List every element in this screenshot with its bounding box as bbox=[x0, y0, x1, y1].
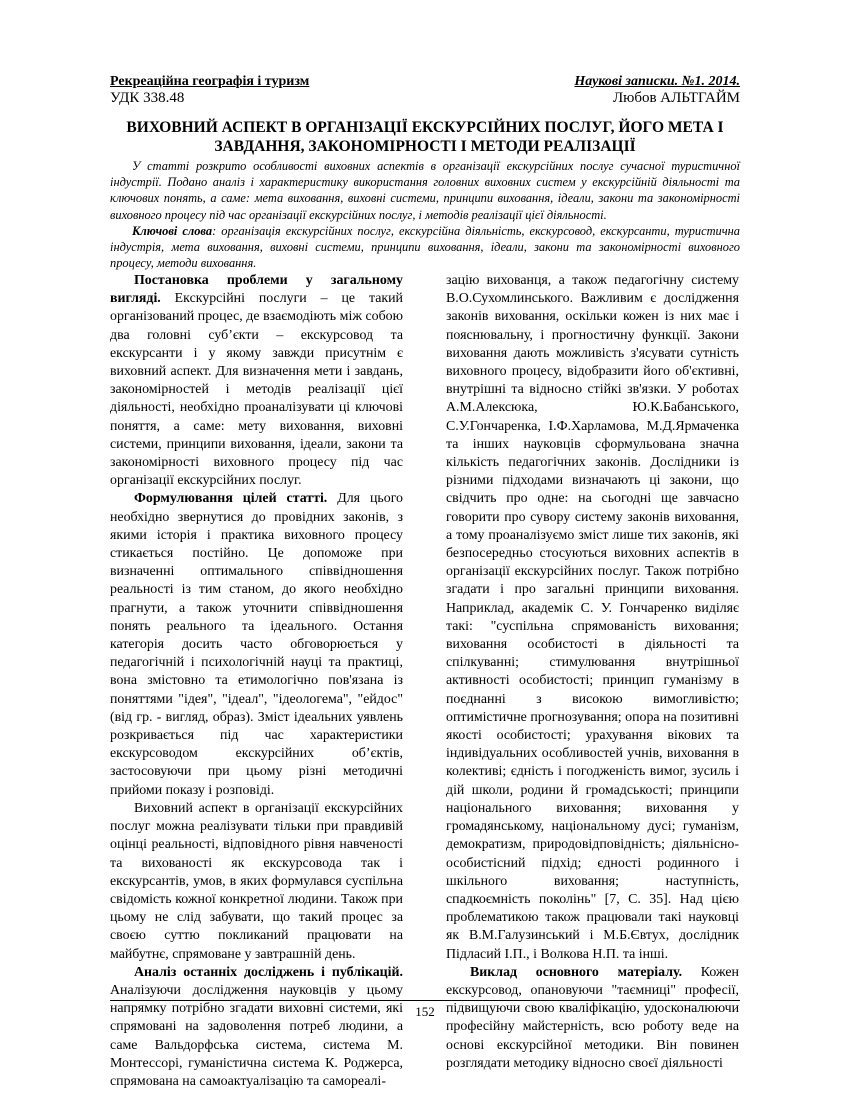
page-number: 152 bbox=[415, 1004, 435, 1019]
paragraph-problem: Постановка проблеми у загальному вигляді. Екскурсійні послуги – це такий організований процес, де взаємодіють між собою два головні суб’єкти – екскурсовод та екскурсанти і у якому завжди присутнім є виховний аспект. Для визначення мети і завдань, закономірностей і методів реалізації цієї діяльності, необхідно проаналізувати ці ключові поняття, а саме: мету виховання, виховні системи, принципи виховання, ідеали, закони та закономірності виховного процесу під час організації екскурсійних послуг. bbox=[110, 273, 403, 489]
heading-analysis: Аналіз останніх досліджень і публікацій. bbox=[134, 964, 403, 980]
heading-problem: Постановка проблеми у загальному вигляді. bbox=[110, 273, 403, 307]
keywords-label: Ключові слова bbox=[132, 224, 213, 238]
paragraph-aspect: Виховний аспект в організації екскурсійних послуг можна реалізувати тільки при правдивій оцінці реальності, відповідного рівня навченості та вихованості як екскурсовода так і екскурсантів, умов, в яких формулався суспільна свідомість кожної конкретної людини. Також при цьому не слід забувати, що такий процес за своєю суттю покликаний працювати на майбутнє, спрямоване у завтрашній день. bbox=[110, 800, 403, 962]
heading-main-material: Виклад основного матеріалу. bbox=[470, 964, 683, 980]
author-name: Любов АЛЬТГАЙМ bbox=[612, 90, 740, 106]
article-meta bbox=[110, 90, 740, 107]
paragraph-main-material: Виклад основного матеріалу. Кожен екскурсовод, опановуючи "таємниці" професії, підвищуючи свою кваліфікацію, удосконалюючи професійну майстерність, всю роботу веде на основі екскурсійної методики. Він повинен розглядати методику відносно своєї діяльності bbox=[446, 964, 739, 1071]
running-header bbox=[110, 74, 740, 90]
left-column bbox=[110, 272, 403, 1091]
section-name: Рекреаційна географія і туризм bbox=[110, 74, 310, 89]
heading-goals: Формулювання цілей статті. bbox=[134, 491, 328, 507]
abstract: У статті розкрито особливості виховних аспектів в організації екскурсійних послуг сучасної туристичної індустрії. Подано аналіз і характеристику використання головних виховних систем у екскурсійній діяльності та ключових понять, а саме: мета виховання, виховні системи, принципи виховання, ідеали, закони та закономірності виховного процесу під час організації екскурсійних послуг, і методів реалізації цієї діяльності. bbox=[110, 159, 740, 222]
right-column bbox=[446, 272, 739, 1073]
paragraph-analysis-continued: зацію вихованця, а також педагогічну систему В.О.Сухомлинського. Важливим є дослідження законів виховання, оскільки кожен із них має і пояснювальну, і прогностичну функції. Закони виховання дають можливість з'ясувати сутність виховного процесу, відобразити його об'єктивні, внутрішні та відносно стійкі зв'язки. У роботах А.М.Алексюка, Ю.К.Бабанського, С.У.Гончаренка, І.Ф.Харламова, М.Д.Ярмаченка та інших науковців сформульована значна кількість педагогічних законів. Дослідники із різними підходами визначають ці закони, що свідчить про одне: на сьогодні ще завчасно говорити про сувору систему законів виховання, а тому проаналізуємо зміст лише тих законів, які безпосередньо стосуються виховних аспектів в організації екскурсійних послуг. Також потрібно згадати і про загальні принципи виховання. Наприклад, академік С. У. Гончаренко виділяє такі: "суспільна спрямованість виховання; виховання особистості в діяльності та спілкуванні; стимулювання внутрішньої активності особистості; принцип гуманізму в поєднанні з високою вимогливістю; оптимістичне прогнозування; опора на позитивні якості особистості; урахування вікових та індивідуальних особливостей учнів, виховання в колективі; єдність і погодженість вимог, зусиль і дій школи, родини й громадськості; принципи національного виховання; виховання у громадянському, національному дусі; гуманізм, демократизм, природовідповідність; діяльнісно-особистісний підхід; єдності родинного і шкільного виховання; наступність, спадкоємність поколінь" [7, С. 35]. Над цією проблематикою також працювали такі науковці як В.М.Галузинський і М.Б.Євтух, дослідник Підласий І.П., і Волкова Н.П. та інші. bbox=[446, 273, 739, 962]
keywords bbox=[110, 223, 740, 272]
paragraph-analysis: Аналіз останніх досліджень і публікацій. Аналізуючи дослідження науковців у цьому напрямку потрібно згадати виховні системи, які спрямовані на задоволення потреб людини, а саме Вальдорфська система, система М. Монтессорі, гуманістична система К. Роджерса, спрямована на самоактуалізацію та самореалі- bbox=[110, 964, 403, 1089]
paragraph-goals: Формулювання цілей статті. Для цього необхідно звернутися до провідних законів, з якими історія і практика виховного процесу стикається постійно. Це допоможе при визначенні оптимального співвідношення реальності із тим станом, до якого необхідно прагнути, а також уточнити співвідношення понять реального та ідеального. Остання категорія досить часто обговорюється у педагогічній і психологічній науці та практиці, вона змістовно та етимологічно пов'язана із поняттями "ідея", "ідеал", "ідеологема", "ейдос" (від гр. - вигляд, образ). Зміст ідеальних уявлень розкривається під час характеристики екскурсоводом екскурсійних об’єктів, застосовуючи при цьому різні методичні прийоми показу і розповіді. bbox=[110, 491, 403, 798]
journal-name: Наукові записки. №1. 2014. bbox=[574, 74, 740, 89]
udc-code: УДК 338.48 bbox=[110, 90, 185, 106]
keywords-text: : організація екскурсійних послуг, екскурсійна діяльність, екскурсовод, екскурсанти, туристична індустрія, мета виховання, виховні системи, принципи виховання, ідеали, закони та закономірності виховного процесу, методи виховання. bbox=[110, 224, 740, 271]
footer-divider bbox=[110, 1000, 740, 1001]
article-title: ВИХОВНИЙ АСПЕКТ В ОРГАНІЗАЦІЇ ЕКСКУРСІЙНИХ ПОСЛУГ, ЙОГО МЕТА І ЗАВДАННЯ, ЗАКОНОМІРНОСТІ І МЕТОДИ РЕАЛІЗАЦІЇ bbox=[126, 119, 724, 155]
